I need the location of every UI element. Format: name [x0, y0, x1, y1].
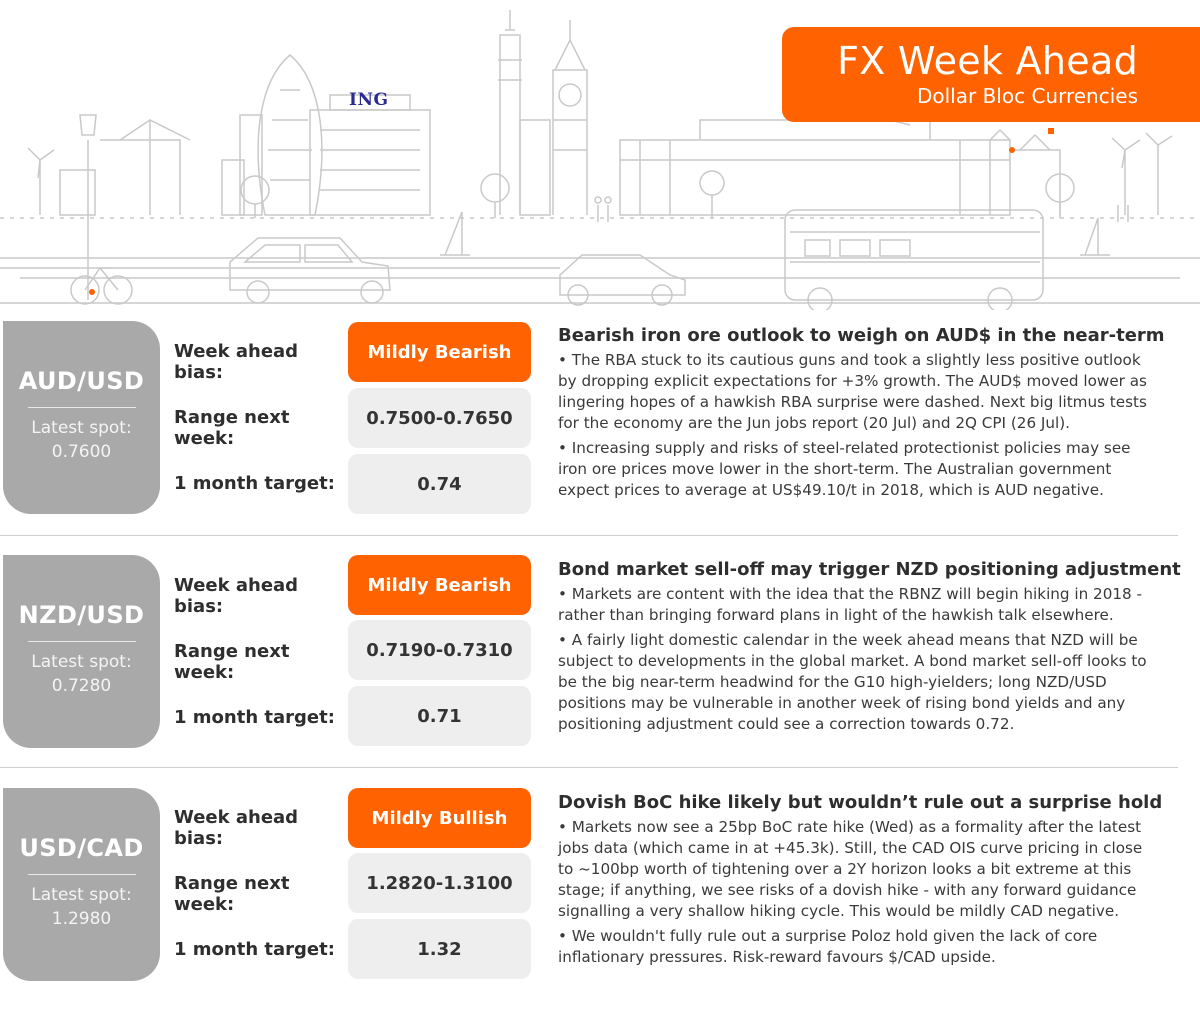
commentary	[558, 321, 1165, 505]
spot-label: Latest spot:	[31, 885, 132, 905]
target-label: 1 month target:	[174, 939, 335, 960]
commentary	[558, 555, 1181, 739]
commentary-title: Bearish iron ore outlook to weigh on AUD$ in the near-term	[558, 325, 1165, 346]
range-label: Range next week:	[174, 407, 290, 449]
bias-badge: Mildly Bullish	[348, 788, 531, 848]
commentary	[558, 788, 1163, 972]
section-divider	[0, 535, 1178, 536]
pair-divider	[28, 407, 136, 408]
spot-value: 1.2980	[51, 909, 112, 929]
pair-name: USD/CAD	[19, 834, 144, 862]
spot-label: Latest spot:	[31, 418, 132, 438]
pair-box	[3, 321, 160, 514]
commentary-paragraph: • We wouldn't fully rule out a surprise Poloz hold given the lack of core inflationary pressures. Risk-reward favours $/CAD upside.	[558, 927, 1098, 966]
ing-logo: ING	[349, 90, 389, 110]
pair-box	[3, 555, 160, 748]
commentary-paragraph: • A fairly light domestic calendar in the week ahead means that NZD will be subject to developments in the global market. A bond market sell-off looks to be the big near-term headwind for the G10 high-yielders; long NZD/USD positions may be vulnerable in another week of rising bond yields and any positioning adjustment could see a correction towards 0.72.	[558, 631, 1147, 733]
target-value: 1.32	[348, 919, 531, 979]
range-value: 0.7190-0.7310	[348, 620, 531, 680]
commentary-title: Dovish BoC hike likely but wouldn’t rule out a surprise hold	[558, 792, 1163, 813]
hero-illustration	[0, 0, 1200, 310]
target-label: 1 month target:	[174, 707, 335, 728]
commentary-paragraph: • Increasing supply and risks of steel-related protectionist policies may see iron ore prices move lower in the short-term. The Australian government expect prices to average at US$49.10/t in 2018, which is AUD negative.	[558, 439, 1131, 499]
target-value: 0.71	[348, 686, 531, 746]
pair-divider	[28, 874, 136, 875]
range-label: Range next week:	[174, 641, 290, 683]
target-label: 1 month target:	[174, 473, 335, 494]
range-label: Range next week:	[174, 873, 290, 915]
spot-label: Latest spot:	[31, 652, 132, 672]
section-aud-usd	[0, 321, 1200, 549]
bias-label: Week ahead bias:	[174, 575, 299, 617]
target-value: 0.74	[348, 454, 531, 514]
pair-name: NZD/USD	[18, 601, 145, 629]
pair-name: AUD/USD	[18, 367, 145, 395]
section-divider	[0, 767, 1178, 768]
bias-label: Week ahead bias:	[174, 341, 299, 383]
commentary-paragraph: • The RBA stuck to its cautious guns and took a slightly less positive outlook by dropping explicit expectations for +3% growth. The AUD$ moved lower as lingering hopes of a hawkish RBA surprise were dashed. Next big litmus tests for the economy are the Jun jobs report (20 Jul) and 2Q CPI (26 Jul).	[558, 351, 1147, 432]
range-value: 1.2820-1.3100	[348, 853, 531, 913]
section-usd-cad	[0, 788, 1200, 1016]
commentary-paragraph: • Markets now see a 25bp BoC rate hike (Wed) as a formality after the latest jobs data (which came in at +45.3k). Still, the CAD OIS curve pricing in close to ~100bp worth of tightening over a 2Y horizon looks a bit extreme at this stage; if anything, we see risks of a dovish hike - with any forward guidance signalling a very shallow hiking cycle. This would be mildly CAD negative.	[558, 818, 1143, 920]
page-title: FX Week Ahead	[837, 39, 1138, 83]
pair-divider	[28, 641, 136, 642]
bias-badge: Mildly Bearish	[348, 322, 531, 382]
bias-label: Week ahead bias:	[174, 807, 299, 849]
pair-box	[3, 788, 160, 981]
spot-value: 0.7280	[51, 676, 112, 696]
commentary-paragraph: • Markets are content with the idea that the RBNZ will begin hiking in 2018 - rather than bringing forward plans in light of the hawkish talk elsewhere.	[558, 585, 1143, 624]
range-value: 0.7500-0.7650	[348, 388, 531, 448]
spot-value: 0.7600	[51, 442, 112, 462]
section-nzd-usd	[0, 555, 1200, 783]
page-subtitle: Dollar Bloc Currencies	[916, 84, 1138, 108]
title-banner	[782, 27, 1200, 122]
bias-badge: Mildly Bearish	[348, 555, 531, 615]
commentary-title: Bond market sell-off may trigger NZD positioning adjustment	[558, 559, 1181, 580]
